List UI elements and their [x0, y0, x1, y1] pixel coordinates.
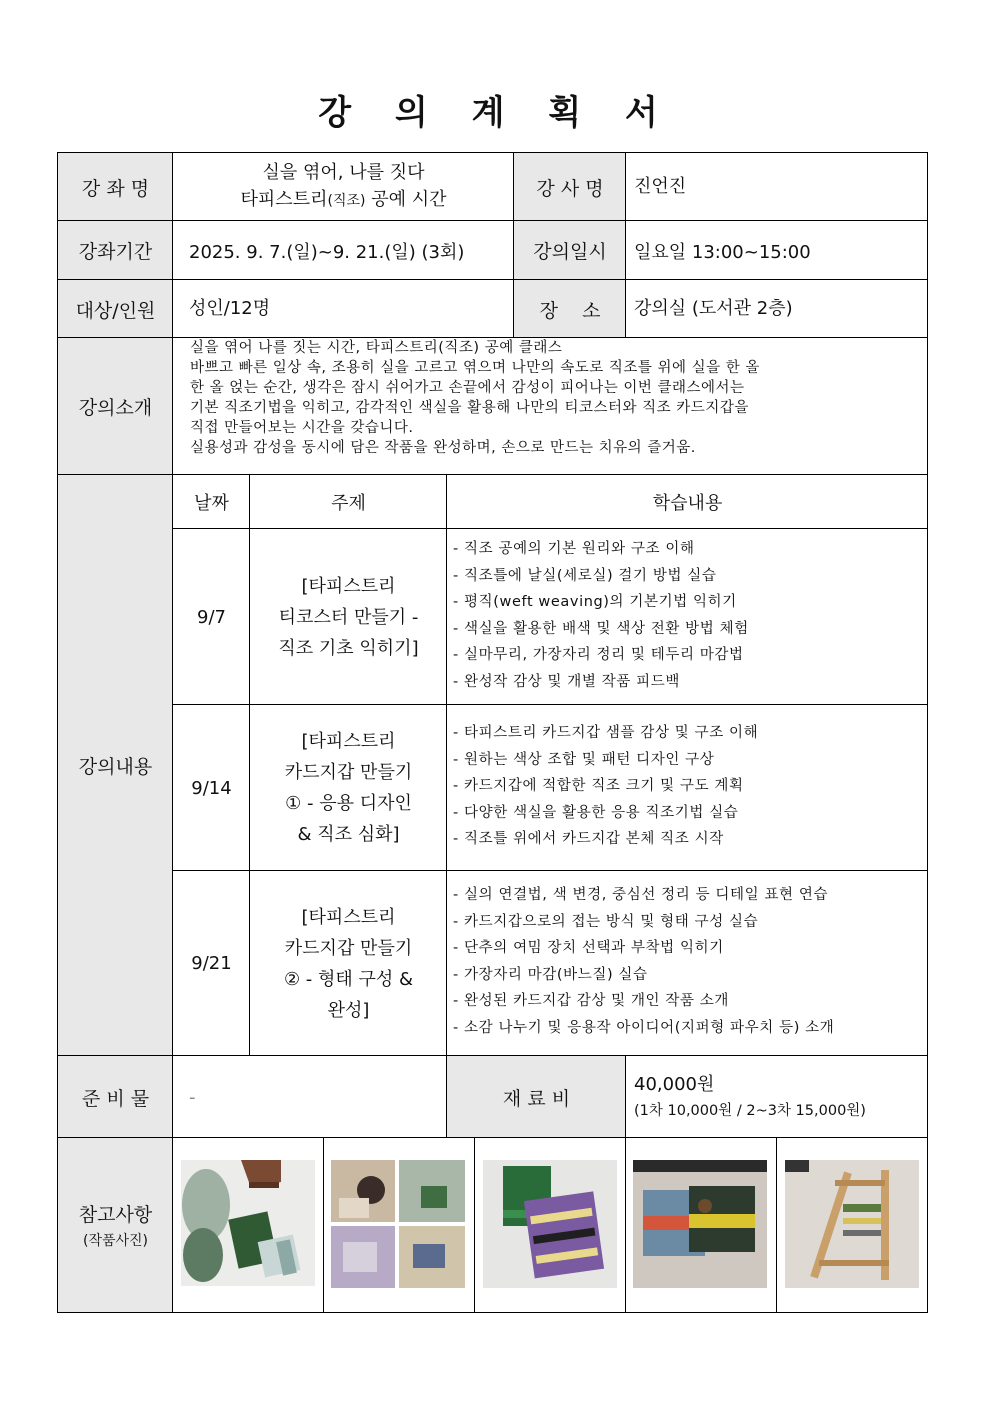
table-border — [57, 1312, 928, 1313]
col-content-header: 학습내용 — [652, 493, 723, 514]
period-label: 강좌기간 — [58, 221, 173, 280]
materials-label: 준 비 물 — [58, 1056, 173, 1138]
table-border — [513, 152, 514, 338]
list-item: - 카드지갑에 적합한 직조 크기 및 구도 계획 — [453, 778, 744, 794]
table-border — [57, 220, 928, 221]
intro-label: 강의소개 — [58, 338, 173, 475]
materials-value: - — [189, 1086, 196, 1108]
instructor-value: 진언진 — [634, 176, 687, 197]
list-item: - 직조틀 위에서 카드지갑 본체 직조 시작 — [453, 831, 724, 847]
table-border — [57, 1137, 928, 1138]
target-label: 대상/인원 — [58, 280, 173, 338]
work-photo-yarn-coaster — [181, 1160, 315, 1286]
document-title: 강 의 계 획 서 — [318, 93, 674, 133]
intro-line: 실용성과 감성을 동시에 담은 작품을 완성하며, 손으로 만드는 치유의 즐거움. — [190, 440, 696, 456]
course-name-label: 강 좌 명 — [58, 153, 173, 221]
list-item: - 직조틀에 날실(세로실) 걸기 방법 실습 — [453, 567, 717, 584]
datetime-label: 강의일시 — [514, 221, 626, 280]
course-name-line1: 실을 엮어, 나를 짓다 — [262, 162, 425, 183]
fee-amount: 40,000원 — [634, 1074, 715, 1095]
list-item: - 완성된 카드지갑 감상 및 개인 작품 소개 — [453, 993, 730, 1009]
fee-value — [626, 1056, 928, 1138]
content-label: 강의내용 — [58, 475, 173, 1056]
work-photo-loom — [785, 1160, 919, 1288]
course-name-line2: 타피스트리(직조) 공예 시간 — [240, 189, 447, 210]
table-border — [173, 528, 928, 529]
intro-text — [190, 338, 910, 458]
list-item: - 실의 연결법, 색 변경, 중심선 정리 등 디테일 표현 연습 — [453, 887, 829, 903]
fee-label: 재 료 비 — [447, 1056, 626, 1138]
list-item: - 다양한 색실을 활용한 응용 직조기법 실습 — [453, 804, 739, 821]
session-topic: [타피스트리 카드지갑 만들기 ① - 응용 디자인 & 직조 심화] — [284, 731, 413, 845]
table-border — [172, 152, 173, 1313]
table-border — [625, 152, 626, 338]
period-value: 2025. 9. 7.(일)~9. 21.(일) (3회) — [189, 241, 465, 263]
table-border — [446, 474, 447, 1138]
table-border — [173, 704, 928, 705]
work-photo-woven-coasters — [483, 1160, 617, 1288]
list-item: - 가장자리 마감(바느질) 실습 — [453, 966, 648, 983]
list-item: - 직조 공예의 기본 원리와 구조 이해 — [453, 541, 695, 557]
list-item: - 완성작 감상 및 개별 작품 피드백 — [453, 673, 680, 690]
session-topic: [타피스트리 카드지갑 만들기 ② - 형태 구성 & 완성] — [283, 906, 414, 1021]
session-items — [453, 882, 834, 1041]
list-item: - 평직(weft weaving)의 기본기법 익히기 — [453, 594, 737, 610]
session-date: 9/7 — [197, 606, 226, 628]
list-item: - 타피스트리 카드지갑 샘플 감상 및 구조 이해 — [453, 725, 759, 741]
target-value: 성인/12명 — [189, 298, 271, 319]
table-border — [625, 1055, 626, 1313]
table-border — [927, 152, 928, 1313]
table-border — [474, 1137, 475, 1313]
table-border — [776, 1137, 777, 1313]
datetime-value: 일요일 13:00~15:00 — [634, 241, 811, 263]
table-border — [57, 474, 928, 475]
work-photo-class-collage — [331, 1160, 465, 1288]
place-label: 장 소 — [514, 280, 626, 338]
work-photo-card-wallets — [633, 1160, 767, 1288]
list-item: - 원하는 색상 조합 및 패턴 디자인 구상 — [453, 751, 715, 768]
course-name-value — [173, 153, 514, 221]
list-item: - 단추의 여밈 장치 선택과 부착법 익히기 — [453, 940, 724, 956]
table-border — [57, 1055, 928, 1056]
intro-line: 기본 직조기법을 익히고, 감각적인 색실을 활용해 나만의 티코스터와 직조 카드지갑을 — [190, 400, 749, 416]
intro-line: 바쁘고 빠른 일상 속, 조용히 실을 고르고 엮으며 나만의 속도로 직조틀 위에 실을 한 올 — [190, 360, 760, 376]
table-border — [249, 474, 250, 1056]
instructor-label: 강 사 명 — [514, 153, 626, 221]
session-date: 9/14 — [191, 777, 232, 799]
intro-line: 실을 엮어 나를 짓는 시간, 타피스트리(직조) 공예 클래스 — [190, 340, 563, 356]
table-border — [57, 152, 928, 153]
intro-line: 한 올 얹는 순간, 생각은 잠시 쉬어가고 손끝에서 감성이 피어나는 이번 클래스에서는 — [190, 380, 745, 396]
list-item: - 카드지갑으로의 접는 방식 및 형태 구성 실습 — [453, 913, 759, 930]
session-date: 9/21 — [191, 953, 232, 974]
col-topic-header: 주제 — [331, 493, 366, 514]
session-items — [453, 720, 758, 853]
table-border — [323, 1137, 324, 1313]
table-border — [57, 152, 58, 1313]
place-value: 강의실 (도서관 2층) — [634, 298, 793, 319]
intro-line: 직접 만들어보는 시간을 갖습니다. — [190, 420, 414, 436]
table-border — [57, 279, 928, 280]
table-border — [173, 870, 928, 871]
table-border — [57, 337, 928, 338]
notes-label: 참고사항 (작품사진) — [58, 1138, 173, 1313]
list-item: - 소감 나누기 및 응용작 아이디어(지퍼형 파우치 등) 소개 — [453, 1019, 835, 1036]
list-item: - 실마무리, 가장자리 정리 및 테두리 마감법 — [453, 647, 744, 663]
session-items — [453, 536, 749, 695]
session-topic: [타피스트리 티코스터 만들기 - 직조 기초 익히기] — [278, 575, 419, 659]
list-item: - 색실을 활용한 배색 및 색상 전환 방법 체험 — [453, 620, 749, 637]
fee-detail: (1차 10,000원 / 2~3차 15,000원) — [634, 1103, 866, 1119]
col-date-header: 날짜 — [194, 493, 229, 514]
